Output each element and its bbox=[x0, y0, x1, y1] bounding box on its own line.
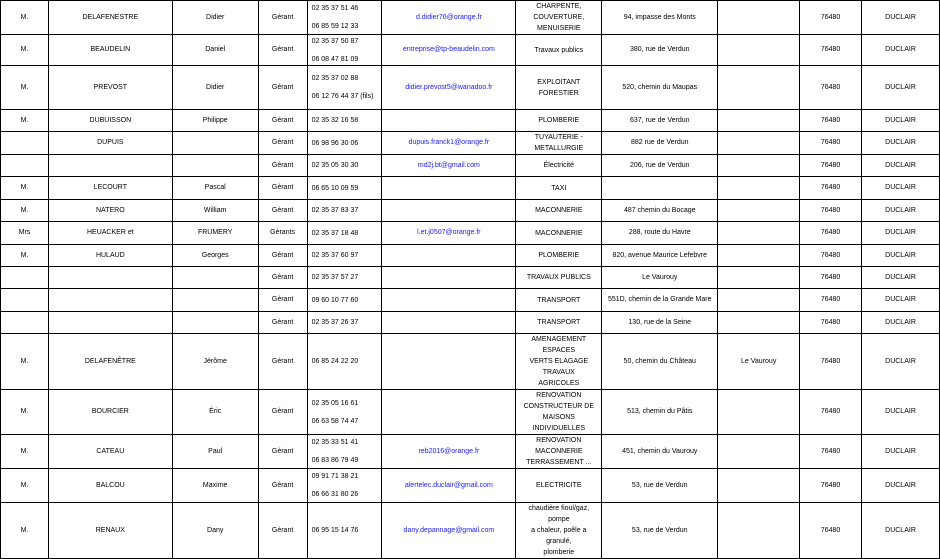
role-cell: Gérant bbox=[258, 334, 307, 390]
lastname-cell: BEAUDELIN bbox=[48, 35, 172, 66]
postal-code-cell: 76480 bbox=[800, 289, 862, 312]
civility-cell bbox=[1, 267, 49, 289]
lastname-cell: DELAFENESTRE bbox=[48, 1, 172, 35]
role-cell: Gérant bbox=[258, 132, 307, 155]
phone-cell: 02 35 37 50 87 06 08 47 81 09 bbox=[307, 35, 382, 66]
role-cell: Gérant bbox=[258, 110, 307, 132]
role-cell: Gérant bbox=[258, 1, 307, 35]
postal-code-cell: 76480 bbox=[800, 177, 862, 200]
locality-cell bbox=[718, 35, 800, 66]
lastname-cell: BOURCIER bbox=[48, 390, 172, 435]
table-row bbox=[1, 1, 940, 35]
postal-code-cell: 76480 bbox=[800, 200, 862, 222]
address-cell: 820, avenue Maurice Lefebvre bbox=[602, 245, 718, 267]
table-row bbox=[1, 503, 940, 559]
lastname-cell: CATEAU bbox=[48, 435, 172, 469]
locality-cell: Le Vaurouy bbox=[718, 334, 800, 390]
phone-cell: 06 65 10 09 59 bbox=[307, 177, 382, 200]
address-cell: 94, impasse des Monts bbox=[602, 1, 718, 35]
lastname-cell: LECOURT bbox=[48, 177, 172, 200]
activity-cell: RENOVATION MACONNERIE TERRASSEMENT ... bbox=[516, 435, 602, 469]
city-cell: DUCLAIR bbox=[862, 289, 940, 312]
email-cell: alertelec.duclair@gmail.com bbox=[382, 469, 516, 503]
locality-cell bbox=[718, 222, 800, 245]
address-cell: 380, rue de Verdun bbox=[602, 35, 718, 66]
activity-cell: TRANSPORT bbox=[516, 289, 602, 312]
phone-cell: 02 35 37 60 97 bbox=[307, 245, 382, 267]
phone-cell: 02 35 37 57 27 bbox=[307, 267, 382, 289]
firstname-cell: Georges bbox=[172, 245, 258, 267]
firstname-cell: Daniel bbox=[172, 35, 258, 66]
phone-cell: 06 85 24 22 20 bbox=[307, 334, 382, 390]
city-cell: DUCLAIR bbox=[862, 245, 940, 267]
address-cell: 520, chemin du Maupas bbox=[602, 66, 718, 110]
firstname-cell bbox=[172, 312, 258, 334]
locality-cell bbox=[718, 177, 800, 200]
city-cell: DUCLAIR bbox=[862, 132, 940, 155]
civility-cell: M. bbox=[1, 245, 49, 267]
table-row bbox=[1, 35, 940, 66]
firstname-cell bbox=[172, 267, 258, 289]
firstname-cell: Didier bbox=[172, 66, 258, 110]
email-cell bbox=[382, 267, 516, 289]
role-cell: Gérant bbox=[258, 289, 307, 312]
lastname-cell bbox=[48, 312, 172, 334]
role-cell: Gérant bbox=[258, 245, 307, 267]
city-cell: DUCLAIR bbox=[862, 469, 940, 503]
civility-cell: M. bbox=[1, 469, 49, 503]
civility-cell: M. bbox=[1, 200, 49, 222]
email-cell: md2j.bt@gmail.com bbox=[382, 155, 516, 177]
table-row bbox=[1, 132, 940, 155]
activity-cell: MACONNERIE bbox=[516, 200, 602, 222]
email-cell: dupuis.franck1@orange.fr bbox=[382, 132, 516, 155]
postal-code-cell: 76480 bbox=[800, 469, 862, 503]
lastname-cell: BALCOU bbox=[48, 469, 172, 503]
civility-cell bbox=[1, 312, 49, 334]
phone-cell: 02 35 05 30 30 bbox=[307, 155, 382, 177]
city-cell: DUCLAIR bbox=[862, 334, 940, 390]
postal-code-cell: 76480 bbox=[800, 132, 862, 155]
email-cell: reb2016@orange.fr bbox=[382, 435, 516, 469]
table-body bbox=[1, 1, 940, 559]
locality-cell bbox=[718, 66, 800, 110]
address-cell bbox=[602, 177, 718, 200]
activity-cell: ELECTRICITE bbox=[516, 469, 602, 503]
email-cell bbox=[382, 334, 516, 390]
role-cell: Gérant bbox=[258, 469, 307, 503]
address-cell: 53, rue de Verdun bbox=[602, 469, 718, 503]
activity-cell: CHARPENTE, COUVERTURE, MENUISERIE bbox=[516, 1, 602, 35]
firstname-cell: FRUMERY bbox=[172, 222, 258, 245]
postal-code-cell: 76480 bbox=[800, 334, 862, 390]
phone-cell: 02 35 32 16 58 bbox=[307, 110, 382, 132]
table-row bbox=[1, 435, 940, 469]
phone-cell: 02 35 37 02 88 06 12 76 44 37 (fils) bbox=[307, 66, 382, 110]
table-row bbox=[1, 312, 940, 334]
locality-cell bbox=[718, 245, 800, 267]
firstname-cell bbox=[172, 289, 258, 312]
postal-code-cell: 76480 bbox=[800, 110, 862, 132]
table-row bbox=[1, 245, 940, 267]
firstname-cell: Pascal bbox=[172, 177, 258, 200]
firstname-cell: Didier bbox=[172, 1, 258, 35]
activity-cell: TRAVAUX PUBLICS bbox=[516, 267, 602, 289]
table-row bbox=[1, 66, 940, 110]
locality-cell bbox=[718, 469, 800, 503]
activity-cell: RENOVATION CONSTRUCTEUR DE MAISONS INDIVIDUELLES bbox=[516, 390, 602, 435]
locality-cell bbox=[718, 200, 800, 222]
address-cell: 513, chemin du Pâtis bbox=[602, 390, 718, 435]
city-cell: DUCLAIR bbox=[862, 390, 940, 435]
locality-cell bbox=[718, 110, 800, 132]
table-row bbox=[1, 390, 940, 435]
activity-cell: PLOMBERIE bbox=[516, 110, 602, 132]
city-cell: DUCLAIR bbox=[862, 222, 940, 245]
role-cell: Gérant bbox=[258, 503, 307, 559]
phone-cell: 02 35 05 16 61 06 63 58 74 47 bbox=[307, 390, 382, 435]
postal-code-cell: 76480 bbox=[800, 66, 862, 110]
postal-code-cell: 76480 bbox=[800, 390, 862, 435]
postal-code-cell: 76480 bbox=[800, 1, 862, 35]
lastname-cell: NATERO bbox=[48, 200, 172, 222]
table-row bbox=[1, 222, 940, 245]
city-cell: DUCLAIR bbox=[862, 1, 940, 35]
address-cell: 50, chemin du Château bbox=[602, 334, 718, 390]
postal-code-cell: 76480 bbox=[800, 267, 862, 289]
firstname-cell bbox=[172, 132, 258, 155]
role-cell: Gérant bbox=[258, 435, 307, 469]
civility-cell: M. bbox=[1, 66, 49, 110]
email-cell bbox=[382, 312, 516, 334]
city-cell: DUCLAIR bbox=[862, 435, 940, 469]
locality-cell bbox=[718, 132, 800, 155]
table-row bbox=[1, 177, 940, 200]
role-cell: Gérant bbox=[258, 66, 307, 110]
table-row bbox=[1, 469, 940, 503]
locality-cell bbox=[718, 289, 800, 312]
city-cell: DUCLAIR bbox=[862, 503, 940, 559]
table-row bbox=[1, 334, 940, 390]
postal-code-cell: 76480 bbox=[800, 155, 862, 177]
email-cell: d.didier76@orange.fr bbox=[382, 1, 516, 35]
role-cell: Gérant bbox=[258, 177, 307, 200]
locality-cell bbox=[718, 1, 800, 35]
civility-cell bbox=[1, 155, 49, 177]
address-cell: 130, rue de la Seine bbox=[602, 312, 718, 334]
email-cell: didier.prevost5@wanadoo.fr bbox=[382, 66, 516, 110]
firstname-cell: Paul bbox=[172, 435, 258, 469]
email-cell: entreprise@tp-beaudelin.com bbox=[382, 35, 516, 66]
address-cell: 882 rue de Verdun bbox=[602, 132, 718, 155]
locality-cell bbox=[718, 503, 800, 559]
activity-cell: Travaux publics bbox=[516, 35, 602, 66]
activity-cell: PLOMBERIE bbox=[516, 245, 602, 267]
role-cell: Gérant bbox=[258, 312, 307, 334]
lastname-cell bbox=[48, 289, 172, 312]
role-cell: Gérant bbox=[258, 267, 307, 289]
city-cell: DUCLAIR bbox=[862, 66, 940, 110]
lastname-cell: DUPUIS bbox=[48, 132, 172, 155]
locality-cell bbox=[718, 312, 800, 334]
phone-cell: 02 35 37 51 46 06 85 59 12 33 bbox=[307, 1, 382, 35]
locality-cell bbox=[718, 155, 800, 177]
table-row bbox=[1, 110, 940, 132]
activity-cell: TAXI bbox=[516, 177, 602, 200]
civility-cell: Mrs bbox=[1, 222, 49, 245]
city-cell: DUCLAIR bbox=[862, 155, 940, 177]
address-cell: 288, route du Havre bbox=[602, 222, 718, 245]
civility-cell: M. bbox=[1, 1, 49, 35]
phone-cell: 06 95 15 14 76 bbox=[307, 503, 382, 559]
lastname-cell: RENAUX bbox=[48, 503, 172, 559]
postal-code-cell: 76480 bbox=[800, 35, 862, 66]
phone-cell: 06 98 96 30 06 bbox=[307, 132, 382, 155]
firstname-cell: Éric bbox=[172, 390, 258, 435]
lastname-cell: PREVOST bbox=[48, 66, 172, 110]
email-cell bbox=[382, 200, 516, 222]
city-cell: DUCLAIR bbox=[862, 200, 940, 222]
civility-cell: M. bbox=[1, 390, 49, 435]
postal-code-cell: 76480 bbox=[800, 435, 862, 469]
table-row bbox=[1, 200, 940, 222]
role-cell: Gérants bbox=[258, 222, 307, 245]
email-cell: dany.depannage@gmail.com bbox=[382, 503, 516, 559]
phone-cell: 02 35 37 26 37 bbox=[307, 312, 382, 334]
lastname-cell: HEUACKER et bbox=[48, 222, 172, 245]
activity-cell: EXPLOITANT FORESTIER bbox=[516, 66, 602, 110]
activity-cell: Électricité bbox=[516, 155, 602, 177]
postal-code-cell: 76480 bbox=[800, 245, 862, 267]
postal-code-cell: 76480 bbox=[800, 222, 862, 245]
city-cell: DUCLAIR bbox=[862, 267, 940, 289]
phone-cell: 09 60 10 77 60 bbox=[307, 289, 382, 312]
firstname-cell: Philippe bbox=[172, 110, 258, 132]
firstname-cell: Jérôme bbox=[172, 334, 258, 390]
city-cell: DUCLAIR bbox=[862, 35, 940, 66]
email-cell bbox=[382, 177, 516, 200]
activity-cell: TRANSPORT bbox=[516, 312, 602, 334]
city-cell: DUCLAIR bbox=[862, 177, 940, 200]
email-cell bbox=[382, 289, 516, 312]
role-cell: Gérant bbox=[258, 390, 307, 435]
civility-cell: M. bbox=[1, 110, 49, 132]
email-cell bbox=[382, 245, 516, 267]
locality-cell bbox=[718, 267, 800, 289]
lastname-cell bbox=[48, 267, 172, 289]
firstname-cell: William bbox=[172, 200, 258, 222]
activity-cell: MACONNERIE bbox=[516, 222, 602, 245]
civility-cell: M. bbox=[1, 503, 49, 559]
address-cell: 487 chemin du Bocage bbox=[602, 200, 718, 222]
table-row bbox=[1, 289, 940, 312]
civility-cell bbox=[1, 132, 49, 155]
civility-cell: M. bbox=[1, 35, 49, 66]
address-cell: 551D, chemin de la Grande Mare bbox=[602, 289, 718, 312]
email-cell bbox=[382, 390, 516, 435]
address-cell: 206, rue de Verdun bbox=[602, 155, 718, 177]
city-cell: DUCLAIR bbox=[862, 110, 940, 132]
table-row bbox=[1, 267, 940, 289]
lastname-cell bbox=[48, 155, 172, 177]
phone-cell: 02 35 37 83 37 bbox=[307, 200, 382, 222]
address-cell: 451, chemin du Vaurouy bbox=[602, 435, 718, 469]
civility-cell: M. bbox=[1, 177, 49, 200]
email-cell bbox=[382, 110, 516, 132]
role-cell: Gérant bbox=[258, 155, 307, 177]
address-cell: 53, rue de Verdun bbox=[602, 503, 718, 559]
role-cell: Gérant bbox=[258, 35, 307, 66]
address-cell: 637, rue de Verdun bbox=[602, 110, 718, 132]
lastname-cell: DELAFENÊTRE bbox=[48, 334, 172, 390]
civility-cell: M. bbox=[1, 334, 49, 390]
phone-cell: 09 91 71 38 21 06 66 31 80 26 bbox=[307, 469, 382, 503]
firstname-cell: Maxime bbox=[172, 469, 258, 503]
activity-cell: TUYAUTERIE - METALLURGIE bbox=[516, 132, 602, 155]
lastname-cell: HULAUD bbox=[48, 245, 172, 267]
table-row bbox=[1, 155, 940, 177]
civility-cell bbox=[1, 289, 49, 312]
phone-cell: 02 35 33 51 41 06 83 86 79 49 bbox=[307, 435, 382, 469]
firstname-cell: Dany bbox=[172, 503, 258, 559]
postal-code-cell: 76480 bbox=[800, 312, 862, 334]
civility-cell: M. bbox=[1, 435, 49, 469]
lastname-cell: DUBUISSON bbox=[48, 110, 172, 132]
locality-cell bbox=[718, 435, 800, 469]
address-cell: Le Vaurouy bbox=[602, 267, 718, 289]
city-cell: DUCLAIR bbox=[862, 312, 940, 334]
activity-cell: chaudière fioul/gaz, pompe a chaleur, poêle a granulé, plomberie bbox=[516, 503, 602, 559]
email-cell: l.et.j0507@orange.fr bbox=[382, 222, 516, 245]
phone-cell: 02 35 37 18 48 bbox=[307, 222, 382, 245]
role-cell: Gérant bbox=[258, 200, 307, 222]
activity-cell: AMENAGEMENT ESPACES VERTS ELAGAGE TRAVAUX AGRICOLES bbox=[516, 334, 602, 390]
postal-code-cell: 76480 bbox=[800, 503, 862, 559]
locality-cell bbox=[718, 390, 800, 435]
firstname-cell bbox=[172, 155, 258, 177]
